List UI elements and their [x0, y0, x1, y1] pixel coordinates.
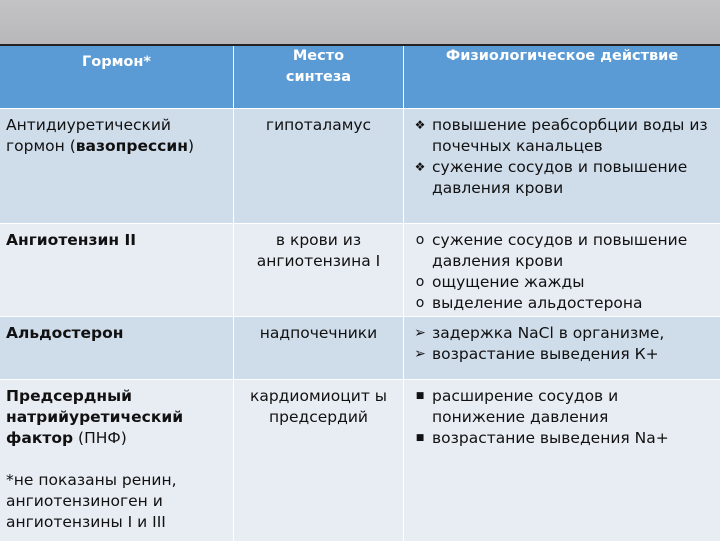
footnote: *не показаны ренин, ангиотензиноген и ангиотензины I и III [6, 471, 177, 531]
diamond-bullet-icon: ❖ [414, 118, 426, 132]
row2-hormone: Ангиотензин II [0, 224, 234, 317]
square-bullet-icon: ■ [415, 433, 425, 443]
row2-action-item: o ощущение жажды [410, 272, 714, 293]
row4-hormone-bold: Предсердный натрийуретический фактор [6, 387, 184, 447]
circle-bullet-icon: o [415, 295, 425, 311]
slide-top-band [0, 0, 720, 44]
row4-hormone [0, 380, 234, 542]
row3-actions [404, 317, 720, 380]
row1-actions [404, 109, 720, 224]
row1-action-item: ❖ сужение сосудов и повышение давления крови [410, 157, 714, 199]
row3-hormone: Альдостерон [0, 317, 234, 380]
row3-action-item: ➢ задержка NaCl в организме, [410, 323, 714, 344]
header-site-line1: Место [292, 48, 345, 64]
row1-hormone-post: ) [187, 137, 194, 155]
row4-action-item: ■ расширение сосудов и понижение давления [410, 386, 714, 428]
row1-hormone-pre: Антидиуретический гормон ( [6, 116, 172, 155]
row2-action-item: o выделение альдостерона [410, 293, 714, 314]
header-hormone: Гормон* [0, 46, 234, 109]
row1-action-item: ❖ повышение реабсорбции воды из почечных канальцев [410, 115, 714, 157]
row2-site: в крови из ангиотензина I [234, 224, 404, 317]
header-site-line2: синтеза [285, 69, 352, 85]
row1-hormone [0, 109, 234, 224]
diamond-bullet-icon: ❖ [414, 160, 426, 174]
row4-actions [404, 380, 720, 542]
circle-bullet-icon: o [415, 274, 425, 290]
row1-hormone-bold: вазопрессин [75, 137, 188, 155]
circle-bullet-icon: o [415, 232, 425, 248]
arrow-bullet-icon: ➢ [414, 346, 426, 362]
row3-site: надпочечники [234, 317, 404, 380]
arrow-bullet-icon: ➢ [414, 325, 426, 341]
row4-site: кардиомиоцит ы предсердий [234, 380, 404, 542]
row4-hormone-post: (ПНФ) [73, 429, 127, 447]
row1-site: гипоталамус [234, 109, 404, 224]
row4-action-item: ■ возрастание выведения Na+ [410, 428, 714, 449]
square-bullet-icon: ■ [415, 391, 425, 401]
row2-actions [404, 224, 720, 317]
hormone-table [0, 44, 720, 540]
header-site [234, 46, 404, 109]
row2-action-item: o сужение сосудов и повышение давления крови [410, 230, 714, 272]
header-action: Физиологическое действие [404, 46, 720, 109]
row3-action-item: ➢ возрастание выведения К+ [410, 344, 714, 365]
